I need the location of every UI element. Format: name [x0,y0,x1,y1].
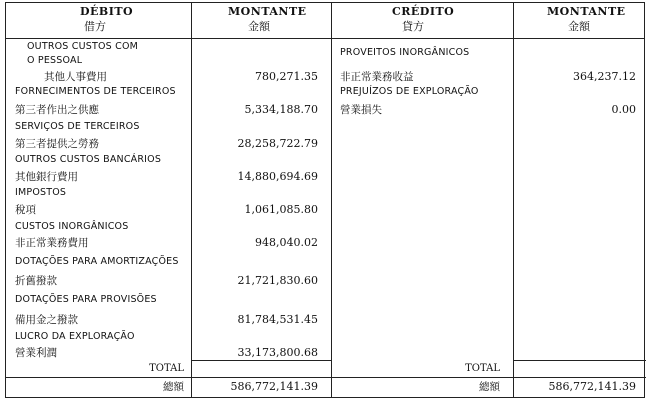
debit-label-cn: 第三者作出之供應 [15,104,99,116]
debit-label-pt: SERVIÇOS DE TERCEIROS [15,121,140,132]
debit-amount: 33,173,800.68 [237,346,318,359]
debit-amount: 14,880,694.69 [237,170,318,183]
debit-amount: 5,334,188.70 [244,103,318,116]
debit-amount: 1,061,085.80 [244,203,318,216]
debit-label-pt: DOTAÇÕES PARA PROVISÕES [15,294,157,305]
debit-label-cn: 其他人事費用 [44,71,107,83]
credit-total-label: TOTAL [465,363,500,374]
header-credit-cn: 貸方 [402,20,424,33]
header-debit-cn: 借方 [84,20,106,33]
debit-label-cn: 備用金之撥款 [15,314,78,326]
credit-label-pt: PROVEITOS INORGÂNICOS [340,47,470,58]
credit-amount: 0.00 [611,103,636,116]
credit-label-cn: 非正常業務收益 [340,71,414,83]
debit-total-label-cn: 總額 [163,381,184,393]
header-credit: CRÉDITO [392,5,455,18]
column-divider [513,3,514,397]
debit-amount: 81,784,531.45 [237,313,318,326]
total-rule [513,360,646,361]
credit-total-amount: 586,772,141.39 [548,380,636,393]
debit-label-cn: 營業利潤 [15,347,57,359]
debit-label-pt: DOTAÇÕES PARA AMORTIZAÇÕES [15,256,179,267]
debit-label-pt: O PESSOAL [27,55,83,66]
debit-label-pt: CUSTOS INORGÂNICOS [15,221,129,232]
credit-label-cn: 營業損失 [340,104,382,116]
debit-total-label: TOTAL [149,363,184,374]
debit-label-pt: OUTROS CUSTOS BANCÁRIOS [15,154,162,165]
debit-label-cn: 折舊撥款 [15,275,57,287]
debit-amount: 21,721,830.60 [237,274,318,287]
debit-label-cn: 其他銀行費用 [15,171,78,183]
debit-label-pt: LUCRO DA EXPLORAÇÃO [15,331,135,342]
debit-label-pt: FORNECIMENTOS DE TERCEIROS [15,86,176,97]
column-divider [191,3,192,397]
debit-total-amount: 586,772,141.39 [230,380,318,393]
debit-label-cn: 非正常業務費用 [15,237,89,249]
header-montante-right: MONTANTE [547,5,626,18]
credit-total-label-cn: 總額 [479,381,500,393]
header-divider [6,38,644,39]
grand-total-rule [6,377,646,378]
debit-label-pt: OUTROS CUSTOS COM [27,41,139,52]
header-debit: DÉBITO [80,5,134,18]
debit-label-pt: IMPOSTOS [15,187,67,198]
debit-amount: 948,040.02 [255,236,318,249]
header-montante-left-cn: 金額 [248,20,270,33]
debit-amount: 28,258,722.79 [237,137,318,150]
credit-amount: 364,237.12 [573,70,636,83]
column-divider [331,3,332,397]
header-montante-left: MONTANTE [228,5,307,18]
credit-label-pt: PREJUÍZOS DE EXPLORAÇÃO [340,86,479,97]
debit-amount: 780,271.35 [255,70,318,83]
total-rule [191,360,331,361]
header-montante-right-cn: 金額 [568,20,590,33]
debit-label-cn: 第三者提供之勞務 [15,138,99,150]
debit-label-cn: 稅項 [15,204,36,216]
